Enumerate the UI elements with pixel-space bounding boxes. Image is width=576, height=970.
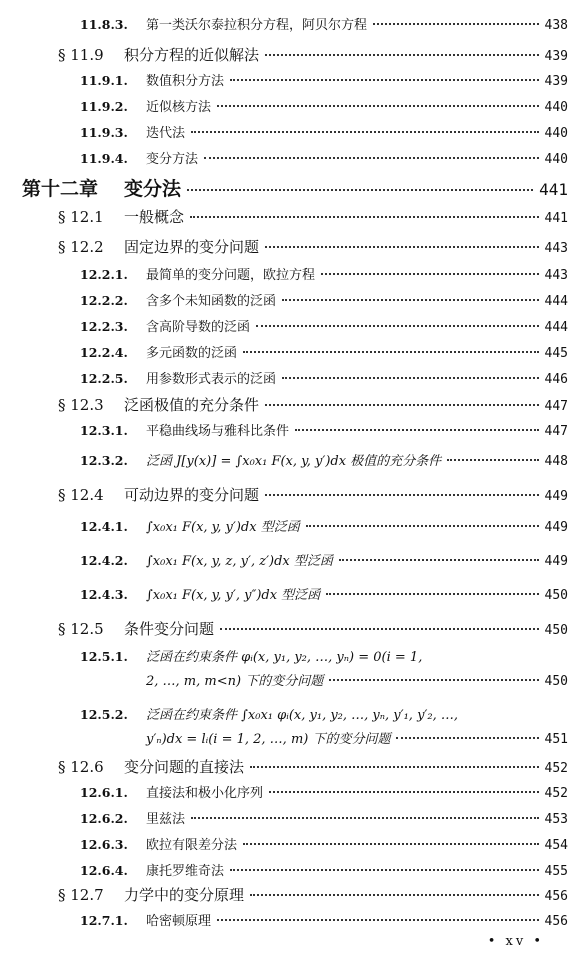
toc-entry-title: 泛函在约束条件 ∫x₀x₁ φᵢ(x, y₁, y₂, …, yₙ, y′₁, y′₂, …,: [146, 708, 458, 723]
toc-entry[interactable]: [0, 834, 576, 853]
toc-entry-title: 数值积分方法: [146, 74, 225, 89]
toc-entry-title: 直接法和极小化序列: [146, 786, 264, 801]
toc-section-number: § 12.6: [58, 758, 104, 776]
toc-entry-page: 454: [544, 838, 568, 853]
toc-entry-page: 451: [544, 732, 568, 747]
toc-entry-number: 12.3.1.: [80, 423, 128, 438]
toc-section-title: 泛函极值的充分条件: [124, 396, 260, 414]
toc-entry-number: 12.6.4.: [80, 863, 128, 878]
toc-entry-page: 447: [544, 424, 568, 439]
toc-entry[interactable]: [0, 148, 576, 167]
toc-leader: [265, 246, 539, 248]
toc-entry-number: 12.4.1.: [80, 519, 128, 534]
toc-entry-page: 453: [544, 812, 568, 827]
toc-entry-page: 444: [544, 320, 568, 335]
toc-leader: [269, 791, 539, 793]
toc-leader: [243, 843, 539, 845]
toc-entry-title: 欧拉有限差分法: [146, 838, 238, 853]
page-number: • xv •: [487, 934, 544, 949]
toc-entry-number: 11.9.2.: [80, 99, 128, 114]
toc-entry[interactable]: [0, 910, 576, 929]
toc-entry-page: 456: [544, 914, 568, 929]
toc-section-number: § 11.9: [58, 46, 104, 64]
toc-entry-page: 450: [544, 588, 568, 603]
toc-entry-number: 12.2.5.: [80, 371, 128, 386]
toc-entry-page: 440: [544, 152, 568, 167]
toc-chapter-page: 441: [539, 180, 568, 199]
toc-section[interactable]: [0, 618, 576, 639]
toc-entry-title: 含高阶导数的泛函: [146, 320, 251, 335]
toc-entry-number: 12.5.1.: [80, 649, 128, 664]
toc-entry-number: 12.3.2.: [80, 453, 128, 468]
toc-entry-title: 里兹法: [146, 812, 186, 827]
toc-leader: [220, 628, 539, 630]
toc-section[interactable]: [0, 44, 576, 65]
toc-entry-number: 12.6.1.: [80, 785, 128, 800]
toc-section-title: 条件变分问题: [124, 620, 215, 638]
toc-entry-page: 450: [544, 674, 568, 689]
toc-leader: [326, 593, 538, 595]
toc-chapter-title: 变分法: [124, 178, 182, 200]
toc-entry-number: 12.2.2.: [80, 293, 128, 308]
toc-section-title: 固定边界的变分问题: [124, 238, 260, 256]
toc-leader: [230, 869, 539, 871]
toc-entry-number: 12.7.1.: [80, 913, 128, 928]
toc-leader: [243, 351, 539, 353]
toc-leader: [329, 679, 538, 681]
toc-leader: [256, 325, 539, 327]
toc-section[interactable]: [0, 394, 576, 415]
toc-chapter[interactable]: [0, 174, 576, 201]
toc-entry-title-continued: y′ₙ)dx = lᵢ(i = 1, 2, …, m) 下的变分问题: [146, 732, 391, 747]
toc-entry-number: 11.8.3.: [80, 17, 128, 32]
toc-leader: [282, 377, 539, 379]
toc-section-title: 一般概念: [124, 208, 185, 226]
toc-leader: [265, 404, 539, 406]
toc-leader: [339, 559, 539, 561]
toc-leader: [396, 737, 538, 739]
toc-leader: [190, 216, 539, 218]
toc-section-number: § 12.3: [58, 396, 104, 414]
toc-entry[interactable]: [0, 70, 576, 89]
toc-entry[interactable]: [0, 264, 576, 283]
toc-leader: [306, 525, 539, 527]
toc-section-page: 456: [544, 889, 568, 904]
toc-entry-page: 439: [544, 74, 568, 89]
toc-entry[interactable]: [0, 450, 576, 469]
toc-section-number: § 12.7: [58, 886, 104, 904]
toc-leader: [250, 894, 539, 896]
toc-entry[interactable]: [0, 516, 576, 535]
toc-entry[interactable]: [0, 550, 576, 569]
toc-entry-number: 11.9.4.: [80, 151, 128, 166]
toc-chapter-number: 第十二章: [22, 178, 99, 200]
toc-section-title: 力学中的变分原理: [124, 886, 245, 904]
toc-entry[interactable]: [0, 782, 576, 801]
toc-section[interactable]: [0, 236, 576, 257]
toc-entry-number: 11.9.1.: [80, 73, 128, 88]
toc-entry[interactable]: [0, 290, 576, 309]
toc-entry-number: 12.6.3.: [80, 837, 128, 852]
toc-section-title: 积分方程的近似解法: [124, 46, 260, 64]
toc-section-title: 可动边界的变分问题: [124, 486, 260, 504]
toc-leader: [191, 131, 539, 133]
toc-entry-title: 泛函 J[y(x)] = ∫x₀x₁ F(x, y, y′)dx 极值的充分条件: [146, 454, 442, 469]
toc-leader: [321, 273, 539, 275]
toc-entry-title: ∫x₀x₁ F(x, y, y′, y″)dx 型泛函: [146, 588, 321, 603]
toc-entry-title: 康托罗维奇法: [146, 864, 225, 879]
toc-entry[interactable]: [0, 122, 576, 141]
toc-entry[interactable]: [0, 646, 576, 665]
toc-leader: [265, 54, 539, 56]
toc-leader: [265, 494, 539, 496]
toc-leader: [187, 189, 533, 191]
toc-entry-title: ∫x₀x₁ F(x, y, y′)dx 型泛函: [146, 520, 300, 535]
toc-entry-title: 第一类沃尔泰拉积分方程，阿贝尔方程: [146, 18, 368, 33]
toc-entry-number: 12.2.3.: [80, 319, 128, 334]
toc-section-page: 452: [544, 761, 568, 776]
toc-entry[interactable]: [0, 368, 576, 387]
toc-entry-title-continued: 2, …, m, m<n) 下的变分问题: [146, 674, 324, 689]
toc-entry-page: 443: [544, 268, 568, 283]
toc-section-page: 443: [544, 241, 568, 256]
toc-section-number: § 12.5: [58, 620, 104, 638]
toc-entry-title: 近似核方法: [146, 100, 212, 115]
toc-section[interactable]: [0, 756, 576, 777]
toc-leader: [217, 919, 539, 921]
toc-leader: [230, 79, 539, 81]
toc-entry-page: 440: [544, 126, 568, 141]
toc-leader: [217, 105, 539, 107]
toc-entry[interactable]: [0, 342, 576, 361]
toc-entry-page: 455: [544, 864, 568, 879]
toc-entry-number: 12.5.2.: [80, 707, 128, 722]
toc-entry-page: 449: [544, 520, 568, 535]
toc-entry-page: 446: [544, 372, 568, 387]
toc-leader: [282, 299, 539, 301]
toc-leader: [250, 766, 539, 768]
toc-entry[interactable]: [0, 584, 576, 603]
toc-entry-title: 用参数形式表示的泛函: [146, 372, 277, 387]
toc-section-page: 439: [544, 49, 568, 64]
toc-entry-title: 迭代法: [146, 126, 186, 141]
toc-entry[interactable]: [0, 420, 576, 439]
toc-leader: [204, 157, 539, 159]
toc-entry-page: 444: [544, 294, 568, 309]
toc-entry[interactable]: [0, 14, 576, 33]
toc-section-title: 变分问题的直接法: [124, 758, 245, 776]
toc-section-number: § 12.2: [58, 238, 104, 256]
toc-entry-title: 含多个未知函数的泛函: [146, 294, 277, 309]
toc-entry-number: 12.6.2.: [80, 811, 128, 826]
toc-entry-continuation[interactable]: [0, 670, 576, 689]
toc-entry[interactable]: [0, 316, 576, 335]
toc-section-number: § 12.4: [58, 486, 104, 504]
toc-entry-title: 最简单的变分问题，欧拉方程: [146, 268, 316, 283]
toc-entry-page: 452: [544, 786, 568, 801]
toc-entry-number: 12.2.1.: [80, 267, 128, 282]
toc-entry[interactable]: [0, 860, 576, 879]
toc-entry-page: 448: [544, 454, 568, 469]
toc-leader: [373, 23, 539, 25]
toc-section[interactable]: [0, 206, 576, 227]
toc-entry[interactable]: [0, 704, 576, 723]
toc-entry-page: 445: [544, 346, 568, 361]
toc-entry-number: 12.2.4.: [80, 345, 128, 360]
toc-leader: [191, 817, 539, 819]
toc-entry-title: 变分方法: [146, 152, 199, 167]
toc-entry-page: 449: [544, 554, 568, 569]
toc-entry-title: 哈密顿原理: [146, 914, 212, 929]
toc-section-page: 450: [544, 623, 568, 638]
toc-entry-title: 平稳曲线场与雅科比条件: [146, 424, 290, 439]
toc-entry-number: 12.4.2.: [80, 553, 128, 568]
toc-entry[interactable]: [0, 96, 576, 115]
toc-entry-number: 12.4.3.: [80, 587, 128, 602]
toc-entry-page: 438: [544, 18, 568, 33]
toc-entry-title: ∫x₀x₁ F(x, y, z, y′, z′)dx 型泛函: [146, 554, 333, 569]
toc-entry-title: 多元函数的泛函: [146, 346, 238, 361]
toc-entry-continuation[interactable]: [0, 728, 576, 747]
toc-section-page: 449: [544, 489, 568, 504]
toc-section[interactable]: [0, 884, 576, 905]
toc-entry-number: 11.9.3.: [80, 125, 128, 140]
toc-section-page: 447: [544, 399, 568, 414]
toc-leader: [295, 429, 539, 431]
toc-entry-page: 440: [544, 100, 568, 115]
toc-entry-title: 泛函在约束条件 φᵢ(x, y₁, y₂, …, yₙ) = 0(i = 1,: [146, 650, 423, 665]
toc-entry[interactable]: [0, 808, 576, 827]
toc-leader: [447, 459, 538, 461]
toc-section-page: 441: [544, 211, 568, 226]
toc-section-number: § 12.1: [58, 208, 104, 226]
toc-section[interactable]: [0, 484, 576, 505]
